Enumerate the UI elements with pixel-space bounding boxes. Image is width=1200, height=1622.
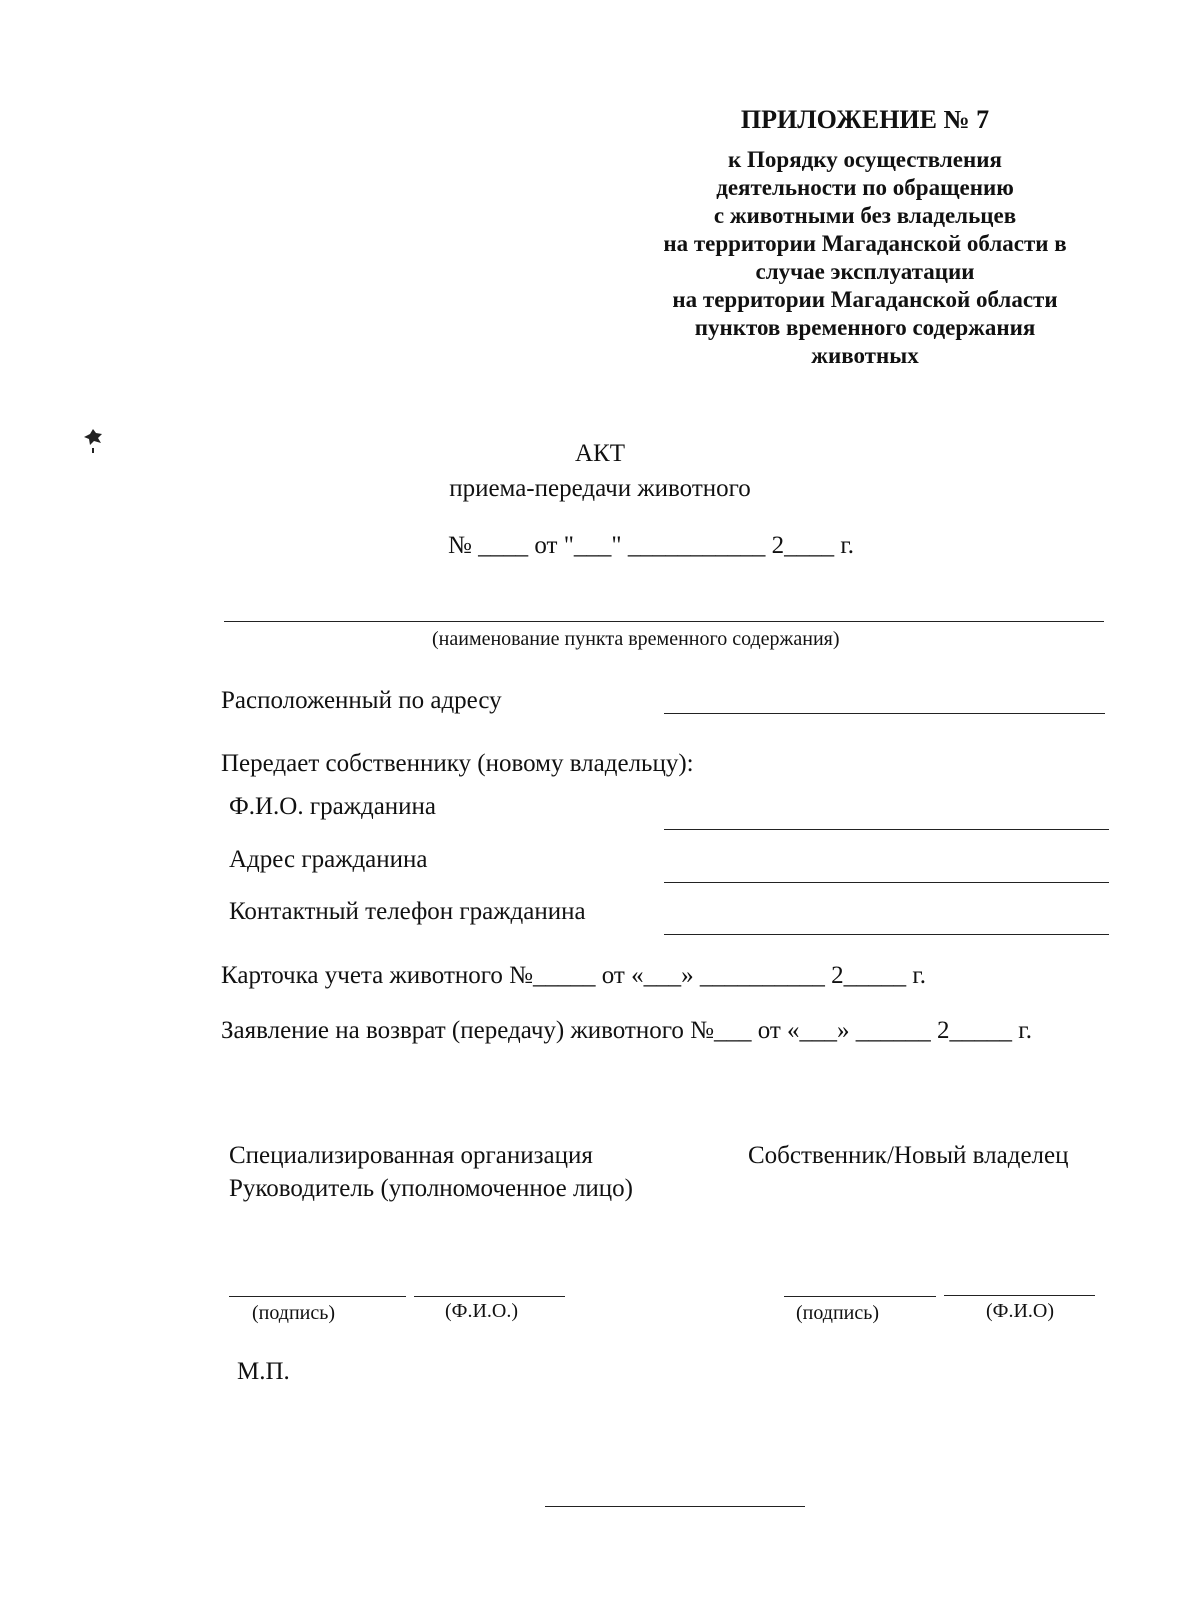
bottom-divider xyxy=(545,1506,805,1507)
right-signature-line xyxy=(784,1296,936,1297)
org-head-label: Руководитель (уполномоченное лицо) xyxy=(229,1175,634,1202)
fio-label: Ф.И.О. гражданина xyxy=(229,793,437,820)
facility-caption: (наименование пункта временного содержания) xyxy=(432,628,840,650)
org-label: Специализированная организация xyxy=(229,1142,593,1169)
right-fio-line xyxy=(944,1295,1095,1296)
owner-label: Собственник/Новый владелец xyxy=(748,1142,1069,1169)
act-number-line: № ____ от "___" ___________ 2____ г. xyxy=(448,532,855,559)
left-fio-line xyxy=(414,1296,565,1297)
citizen-address-label: Адрес гражданина xyxy=(229,846,428,873)
transfer-label: Передает собственнику (новому владельцу): xyxy=(221,750,694,777)
stamp-label: М.П. xyxy=(237,1358,290,1385)
header-line: деятельности по обращению xyxy=(716,175,1014,200)
phone-line xyxy=(664,934,1109,935)
application-line: Заявление на возврат (передачу) животного №___ от «___» ______ 2_____ г. xyxy=(221,1017,1032,1044)
left-signature-caption: (подпись) xyxy=(252,1302,336,1324)
header-line: на территории Магаданской области в xyxy=(663,231,1067,256)
left-signature-line xyxy=(229,1296,406,1297)
citizen-address-line xyxy=(664,882,1109,883)
address-label: Расположенный по адресу xyxy=(221,687,502,714)
card-line: Карточка учета животного №_____ от «___» __________ 2_____ г. xyxy=(221,962,927,989)
fio-line xyxy=(664,829,1109,830)
header-line: на территории Магаданской области xyxy=(672,287,1058,312)
left-fio-caption: (Ф.И.О.) xyxy=(445,1300,519,1322)
appendix-number: ПРИЛОЖЕНИЕ № 7 xyxy=(740,105,990,134)
act-subtitle: приема-передачи животного xyxy=(449,475,751,502)
right-signature-caption: (подпись) xyxy=(796,1302,880,1324)
header-line: с животными без владельцев xyxy=(713,203,1017,228)
act-title: АКТ xyxy=(575,440,625,467)
header-line: животных xyxy=(811,343,919,368)
right-fio-caption: (Ф.И.О) xyxy=(986,1300,1055,1322)
facility-name-line xyxy=(224,621,1104,622)
header-line: случае эксплуатации xyxy=(755,259,975,284)
address-line xyxy=(664,713,1105,714)
header-line: к Порядку осуществления xyxy=(728,147,1002,172)
phone-label: Контактный телефон гражданина xyxy=(229,898,586,925)
header-line: пунктов временного содержания xyxy=(694,315,1036,340)
appendix-header xyxy=(620,106,1110,370)
